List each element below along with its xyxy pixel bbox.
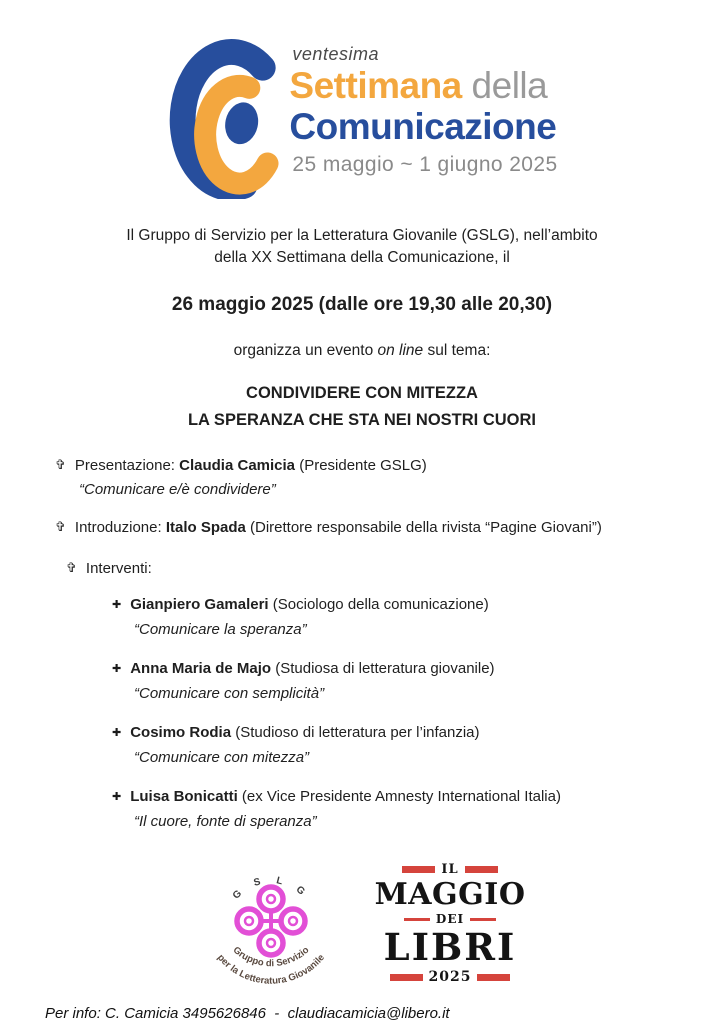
mdl-libri: LIBRI	[383, 925, 517, 970]
settimana-logo-icon	[166, 38, 279, 199]
red-bar	[390, 974, 423, 981]
cross-bullet-icon: ✞	[55, 519, 66, 535]
mdl-maggio: MAGGIO	[374, 876, 526, 912]
logo-title-line1	[289, 65, 557, 106]
speaker-quote: “Il cuore, fonte di speranza”	[134, 812, 317, 830]
speaker-role: (ex Vice Presidente Amnesty International Italia)	[237, 788, 561, 806]
gslg-logo	[209, 857, 333, 989]
speaker-quote: “Comunicare la speranza”	[134, 620, 307, 638]
maggio-dei-libri-logo	[374, 861, 526, 986]
presentazione-role: (Presidente GSLG)	[295, 457, 427, 475]
cross-bullet-icon: ✞	[55, 457, 66, 473]
presentazione-quote: “Comunicare e/è condividere”	[79, 480, 276, 498]
mdl-dei: DEI	[435, 912, 465, 927]
mdl-year: 2025	[428, 969, 472, 986]
cross-bullet-icon: ✞	[66, 559, 77, 575]
red-bar	[465, 866, 498, 873]
speaker-quote: “Comunicare con mitezza”	[134, 748, 310, 766]
organizza-online: on line	[377, 341, 424, 359]
plus-bullet-icon: ✚	[112, 791, 122, 804]
logo-title-comunicazione: Comunicazione	[289, 106, 557, 148]
organizza-post: sul tema:	[423, 341, 491, 359]
settimana-logo-text	[289, 38, 557, 177]
event-theme	[0, 380, 724, 434]
red-line	[404, 918, 430, 921]
red-line	[470, 918, 496, 921]
footer-info: Per info: C. Camicia 3495626846 - claudiacamicia@libero.it	[45, 1005, 450, 1023]
intro-line1: Il Gruppo di Servizio per la Letteratura Giovanile (GSLG), nell’ambito	[126, 227, 598, 244]
speaker-rodia	[0, 723, 724, 767]
plus-bullet-icon: ✚	[112, 599, 122, 612]
speaker-role: (Studiosa di letteratura giovanile)	[271, 660, 495, 678]
speaker-role: (Sociologo della comunicazione)	[268, 596, 489, 614]
gslg-knot-icon	[237, 887, 305, 955]
presentazione-name: Claudia Camicia	[179, 457, 296, 475]
speaker-quote: “Comunicare con semplicità”	[134, 684, 325, 702]
program-item-introduzione	[0, 518, 724, 538]
program-item-presentazione	[0, 456, 724, 499]
logo-pretitle: ventesima	[292, 44, 379, 64]
plus-bullet-icon: ✚	[112, 727, 122, 740]
intro-line2: della XX Settimana della Comunicazione, il	[214, 249, 510, 267]
gslg-text-line1: Gruppo di Servizio	[230, 945, 312, 970]
speaker-de-majo	[0, 659, 724, 703]
introduzione-label: Introduzione:	[74, 519, 166, 537]
logo-dates: 25 maggio ~ 1 giugno 2025	[292, 152, 558, 176]
event-date-heading: 26 maggio 2025 (dalle ore 19,30 alle 20,30)	[171, 293, 553, 315]
settimana-logo	[0, 38, 724, 199]
speaker-name: Gianpiero Gamaleri	[130, 596, 269, 614]
logo-title-settimana: Settimana	[289, 65, 462, 106]
program-list	[0, 456, 724, 831]
theme-line1: CONDIVIDERE CON MITEZZA	[246, 383, 478, 402]
logo-title-della: della	[461, 65, 548, 106]
speaker-role: (Studioso di letteratura per l’infanzia)	[231, 724, 480, 742]
speaker-name: Anna Maria de Majo	[130, 660, 272, 678]
partner-logos	[0, 857, 724, 989]
intro-paragraph	[0, 225, 724, 270]
speaker-gamaleri	[0, 595, 724, 639]
organizza-pre: organizza un evento	[233, 341, 378, 359]
red-bar	[477, 974, 510, 981]
introduzione-name: Italo Spada	[165, 519, 246, 537]
mdl-il: IL	[441, 861, 459, 877]
speaker-bonicatti	[0, 787, 724, 831]
interventi-heading	[0, 559, 724, 579]
gslg-text-line2: per la Letteratura Giovanile	[215, 952, 327, 988]
speaker-name: Luisa Bonicatti	[130, 788, 238, 806]
organizza-line	[0, 342, 724, 360]
interventi-label: Interventi:	[85, 559, 152, 577]
theme-line2: LA SPERANZA CHE STA NEI NOSTRI CUORI	[187, 411, 537, 430]
plus-bullet-icon: ✚	[112, 663, 122, 676]
red-bar	[402, 866, 435, 873]
introduzione-role: (Direttore responsabile della rivista “Pagine Giovani”)	[245, 519, 602, 537]
gslg-acronym: G S L G	[230, 875, 312, 902]
presentazione-label: Presentazione:	[74, 457, 180, 475]
speaker-name: Cosimo Rodia	[130, 724, 232, 742]
